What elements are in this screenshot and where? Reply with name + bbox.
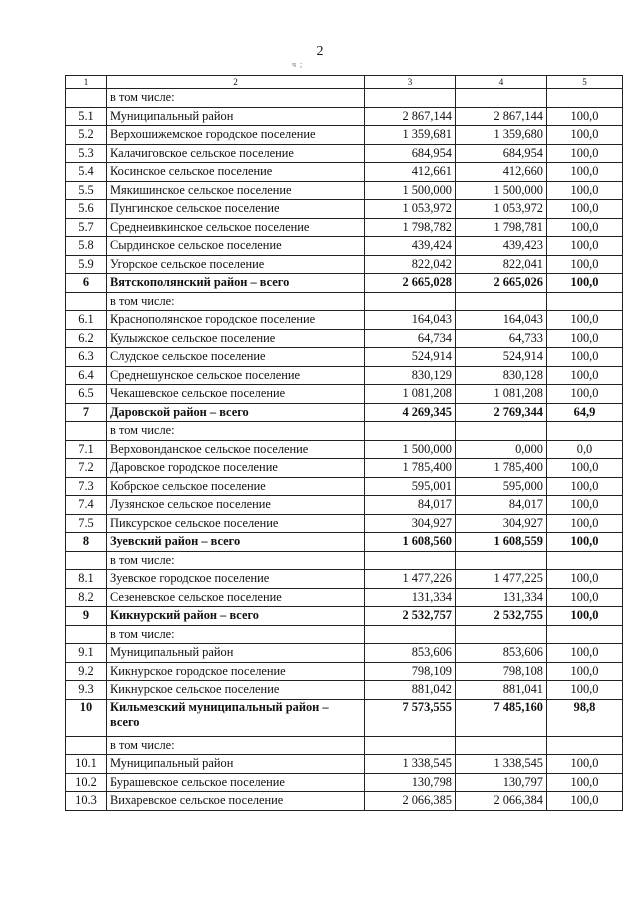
percent-column-5: 100,0: [547, 588, 623, 607]
column-number-1: 1: [66, 76, 107, 89]
row-number: 10.3: [66, 792, 107, 811]
territory-name: Калачиговское сельское поселение: [107, 144, 365, 163]
value-column-4: 2 532,755: [456, 607, 547, 626]
subheading-row: [66, 736, 623, 755]
row-number: 5.3: [66, 144, 107, 163]
table-row: [66, 311, 623, 330]
value-column-3: 4 269,345: [365, 403, 456, 422]
table-row: [66, 496, 623, 515]
row-number: 9.1: [66, 644, 107, 663]
territory-name: Пунгинское сельское поселение: [107, 200, 365, 219]
percent-column-5: 100,0: [547, 366, 623, 385]
page-number: 2: [316, 44, 324, 59]
row-number: 7.2: [66, 459, 107, 478]
territory-name: Слудское сельское поселение: [107, 348, 365, 367]
percent-column-5: 100,0: [547, 385, 623, 404]
row-number: 5.5: [66, 181, 107, 200]
percent-column-5: 100,0: [547, 477, 623, 496]
row-number: 5.1: [66, 107, 107, 126]
value-column-3: 1 500,000: [365, 181, 456, 200]
table-row: [66, 385, 623, 404]
percent-column-5: 100,0: [547, 274, 623, 293]
table-row: [66, 237, 623, 256]
value-column-3: 131,334: [365, 588, 456, 607]
value-column-4: 1 500,000: [456, 181, 547, 200]
territory-name: Даровское городское поселение: [107, 459, 365, 478]
row-number: 8.2: [66, 588, 107, 607]
percent-column-5: [547, 625, 623, 644]
value-column-4: 164,043: [456, 311, 547, 330]
value-column-3: 684,954: [365, 144, 456, 163]
row-number: 5.6: [66, 200, 107, 219]
percent-column-5: 100,0: [547, 163, 623, 182]
territory-name: Вихаревское сельское поселение: [107, 792, 365, 811]
value-column-3: 595,001: [365, 477, 456, 496]
value-column-3: 84,017: [365, 496, 456, 515]
percent-column-5: 100,0: [547, 218, 623, 237]
row-number: 6.4: [66, 366, 107, 385]
percent-column-5: 100,0: [547, 792, 623, 811]
row-number: 8.1: [66, 570, 107, 589]
percent-column-5: 100,0: [547, 773, 623, 792]
territory-name: Среднешунское сельское поселение: [107, 366, 365, 385]
table-row: [66, 755, 623, 774]
percent-column-5: [547, 422, 623, 441]
value-column-3: 798,109: [365, 662, 456, 681]
percent-column-5: 100,0: [547, 459, 623, 478]
value-column-3: 1 338,545: [365, 755, 456, 774]
territory-name: Косинское сельское поселение: [107, 163, 365, 182]
territory-name: Кикнурское городское поселение: [107, 662, 365, 681]
percent-column-5: 100,0: [547, 644, 623, 663]
percent-column-5: 100,0: [547, 348, 623, 367]
value-column-3: 830,129: [365, 366, 456, 385]
percent-column-5: 100,0: [547, 496, 623, 515]
territory-name: Краснополянское городское поселение: [107, 311, 365, 330]
percent-column-5: 100,0: [547, 237, 623, 256]
value-column-3: 853,606: [365, 644, 456, 663]
value-column-4: 1 053,972: [456, 200, 547, 219]
value-column-4: 830,128: [456, 366, 547, 385]
percent-column-5: [547, 736, 623, 755]
value-column-4: 2 867,144: [456, 107, 547, 126]
territory-name: Муниципальный район: [107, 107, 365, 126]
percent-column-5: 0,0: [547, 440, 623, 459]
row-number: 7.4: [66, 496, 107, 515]
row-number: 9: [66, 607, 107, 626]
value-column-4: 131,334: [456, 588, 547, 607]
territory-name: Вятскополянский район – всего: [107, 274, 365, 293]
percent-column-5: 100,0: [547, 107, 623, 126]
table-row: [66, 126, 623, 145]
value-column-4: [456, 625, 547, 644]
territory-name: Зуевский район – всего: [107, 533, 365, 552]
row-number: [66, 89, 107, 108]
value-column-3: 524,914: [365, 348, 456, 367]
value-column-4: 1 477,225: [456, 570, 547, 589]
territory-name: Верховонданское сельское поселение: [107, 440, 365, 459]
territory-name: в том числе:: [107, 625, 365, 644]
table-row: [66, 681, 623, 700]
percent-column-5: 100,0: [547, 144, 623, 163]
value-column-3: 2 665,028: [365, 274, 456, 293]
district-total-row: [66, 533, 623, 552]
value-column-4: 1 798,781: [456, 218, 547, 237]
percent-column-5: [547, 89, 623, 108]
value-column-4: 7 485,160: [456, 699, 547, 736]
value-column-4: 304,927: [456, 514, 547, 533]
value-column-4: [456, 422, 547, 441]
percent-column-5: 100,0: [547, 533, 623, 552]
territory-name: Даровской район – всего: [107, 403, 365, 422]
value-column-3: [365, 292, 456, 311]
value-column-4: 595,000: [456, 477, 547, 496]
table-row: [66, 570, 623, 589]
table-row: [66, 348, 623, 367]
value-column-3: 2 867,144: [365, 107, 456, 126]
row-number: 7.3: [66, 477, 107, 496]
territory-name: Среднеивкинское сельское поселение: [107, 218, 365, 237]
district-total-row: [66, 274, 623, 293]
table-row: [66, 107, 623, 126]
row-number: 5.7: [66, 218, 107, 237]
table-row: [66, 792, 623, 811]
percent-column-5: 100,0: [547, 662, 623, 681]
row-number: 6.1: [66, 311, 107, 330]
value-column-3: 1 500,000: [365, 440, 456, 459]
value-column-3: 439,424: [365, 237, 456, 256]
table-row: [66, 477, 623, 496]
territory-name: Лузянское сельское поселение: [107, 496, 365, 515]
row-number: 10: [66, 699, 107, 736]
value-column-3: 822,042: [365, 255, 456, 274]
territory-name: Угорское сельское поселение: [107, 255, 365, 274]
value-column-4: 84,017: [456, 496, 547, 515]
column-number-5: 5: [547, 76, 623, 89]
row-number: 7.5: [66, 514, 107, 533]
row-number: 7.1: [66, 440, 107, 459]
percent-column-5: 100,0: [547, 607, 623, 626]
value-column-3: 304,927: [365, 514, 456, 533]
percent-column-5: [547, 551, 623, 570]
row-number: 7: [66, 403, 107, 422]
territory-name: Сырдинское сельское поселение: [107, 237, 365, 256]
table-row: [66, 144, 623, 163]
territory-name: Муниципальный район: [107, 644, 365, 663]
value-column-4: 1 338,545: [456, 755, 547, 774]
percent-column-5: [547, 292, 623, 311]
value-column-3: [365, 736, 456, 755]
value-column-4: 1 081,208: [456, 385, 547, 404]
row-number: 6.2: [66, 329, 107, 348]
value-column-3: 2 532,757: [365, 607, 456, 626]
value-column-3: 1 477,226: [365, 570, 456, 589]
percent-column-5: 100,0: [547, 200, 623, 219]
value-column-4: 853,606: [456, 644, 547, 663]
territory-name: Кикнурский район – всего: [107, 607, 365, 626]
row-number: 8: [66, 533, 107, 552]
value-column-4: 64,733: [456, 329, 547, 348]
column-number-4: 4: [456, 76, 547, 89]
value-column-3: 164,043: [365, 311, 456, 330]
subheading-row: [66, 625, 623, 644]
value-column-3: 2 066,385: [365, 792, 456, 811]
value-column-4: [456, 551, 547, 570]
percent-column-5: 100,0: [547, 311, 623, 330]
percent-column-5: 100,0: [547, 181, 623, 200]
territory-name: в том числе:: [107, 422, 365, 441]
value-column-4: 1 608,559: [456, 533, 547, 552]
percent-column-5: 64,9: [547, 403, 623, 422]
value-column-3: 7 573,555: [365, 699, 456, 736]
value-column-3: 881,042: [365, 681, 456, 700]
table-row: [66, 163, 623, 182]
value-column-4: 2 769,344: [456, 403, 547, 422]
row-number: [66, 736, 107, 755]
table-row: [66, 366, 623, 385]
value-column-3: [365, 625, 456, 644]
table-row: [66, 662, 623, 681]
value-column-4: 0,000: [456, 440, 547, 459]
subheading-row: [66, 89, 623, 108]
subheading-row: [66, 551, 623, 570]
value-column-3: [365, 551, 456, 570]
value-column-4: [456, 292, 547, 311]
district-total-row: [66, 699, 623, 736]
value-column-4: 798,108: [456, 662, 547, 681]
table-row: [66, 218, 623, 237]
table-row: [66, 773, 623, 792]
column-number-3: 3: [365, 76, 456, 89]
territory-name: Кулыжское сельское поселение: [107, 329, 365, 348]
territory-name: Зуевское городское поселение: [107, 570, 365, 589]
territory-name: в том числе:: [107, 292, 365, 311]
percent-column-5: 100,0: [547, 570, 623, 589]
table-row: [66, 644, 623, 663]
row-number: 6.5: [66, 385, 107, 404]
value-column-4: 1 785,400: [456, 459, 547, 478]
table-row: [66, 181, 623, 200]
row-number: 5.9: [66, 255, 107, 274]
territory-name: в том числе:: [107, 736, 365, 755]
row-number: 6.3: [66, 348, 107, 367]
value-column-3: 1 053,972: [365, 200, 456, 219]
row-number: 10.1: [66, 755, 107, 774]
value-column-3: 1 798,782: [365, 218, 456, 237]
territory-name: Сезеневское сельское поселение: [107, 588, 365, 607]
row-number: 5.8: [66, 237, 107, 256]
value-column-4: 822,041: [456, 255, 547, 274]
territory-name: Пиксурское сельское поселение: [107, 514, 365, 533]
value-column-4: 412,660: [456, 163, 547, 182]
table-row: [66, 200, 623, 219]
percent-column-5: 100,0: [547, 126, 623, 145]
territory-name: в том числе:: [107, 89, 365, 108]
row-number: [66, 422, 107, 441]
percent-column-5: 100,0: [547, 329, 623, 348]
column-number-row: [66, 76, 623, 89]
table-row: [66, 255, 623, 274]
table-row: [66, 459, 623, 478]
value-column-3: [365, 89, 456, 108]
row-number: [66, 292, 107, 311]
value-column-4: [456, 89, 547, 108]
territory-name: Кикнурское сельское поселение: [107, 681, 365, 700]
value-column-3: 1 081,208: [365, 385, 456, 404]
table-row: [66, 514, 623, 533]
value-column-4: 881,041: [456, 681, 547, 700]
value-column-4: 2 665,026: [456, 274, 547, 293]
value-column-4: 439,423: [456, 237, 547, 256]
territory-name: Бурашевское сельское поселение: [107, 773, 365, 792]
percent-column-5: 100,0: [547, 755, 623, 774]
row-number: 10.2: [66, 773, 107, 792]
table-row: [66, 440, 623, 459]
percent-column-5: 100,0: [547, 681, 623, 700]
percent-column-5: 100,0: [547, 255, 623, 274]
value-column-3: 1 359,681: [365, 126, 456, 145]
value-column-3: 130,798: [365, 773, 456, 792]
territory-name: Кобрское сельское поселение: [107, 477, 365, 496]
row-number: 9.3: [66, 681, 107, 700]
territory-name: Верхошижемское городское поселение: [107, 126, 365, 145]
territory-name: Чекашевское сельское поселение: [107, 385, 365, 404]
territory-name: Мякишинское сельское поселение: [107, 181, 365, 200]
value-column-3: 1 785,400: [365, 459, 456, 478]
row-number: 6: [66, 274, 107, 293]
value-column-3: 64,734: [365, 329, 456, 348]
territory-name: Кильмезский муниципальный район – всего: [107, 699, 365, 736]
table-row: [66, 329, 623, 348]
allocation-table: [65, 75, 623, 811]
scan-mark: ч ;: [292, 60, 304, 69]
value-column-4: 130,797: [456, 773, 547, 792]
percent-column-5: 98,8: [547, 699, 623, 736]
subheading-row: [66, 422, 623, 441]
table-row: [66, 588, 623, 607]
value-column-4: 524,914: [456, 348, 547, 367]
row-number: [66, 625, 107, 644]
value-column-4: 684,954: [456, 144, 547, 163]
territory-name: в том числе:: [107, 551, 365, 570]
row-number: 9.2: [66, 662, 107, 681]
territory-name: Муниципальный район: [107, 755, 365, 774]
value-column-4: 2 066,384: [456, 792, 547, 811]
value-column-4: 1 359,680: [456, 126, 547, 145]
district-total-row: [66, 403, 623, 422]
value-column-3: 412,661: [365, 163, 456, 182]
row-number: 5.4: [66, 163, 107, 182]
district-total-row: [66, 607, 623, 626]
value-column-4: [456, 736, 547, 755]
row-number: [66, 551, 107, 570]
row-number: 5.2: [66, 126, 107, 145]
column-number-2: 2: [107, 76, 365, 89]
value-column-3: 1 608,560: [365, 533, 456, 552]
value-column-3: [365, 422, 456, 441]
percent-column-5: 100,0: [547, 514, 623, 533]
subheading-row: [66, 292, 623, 311]
table-body: [66, 76, 623, 811]
